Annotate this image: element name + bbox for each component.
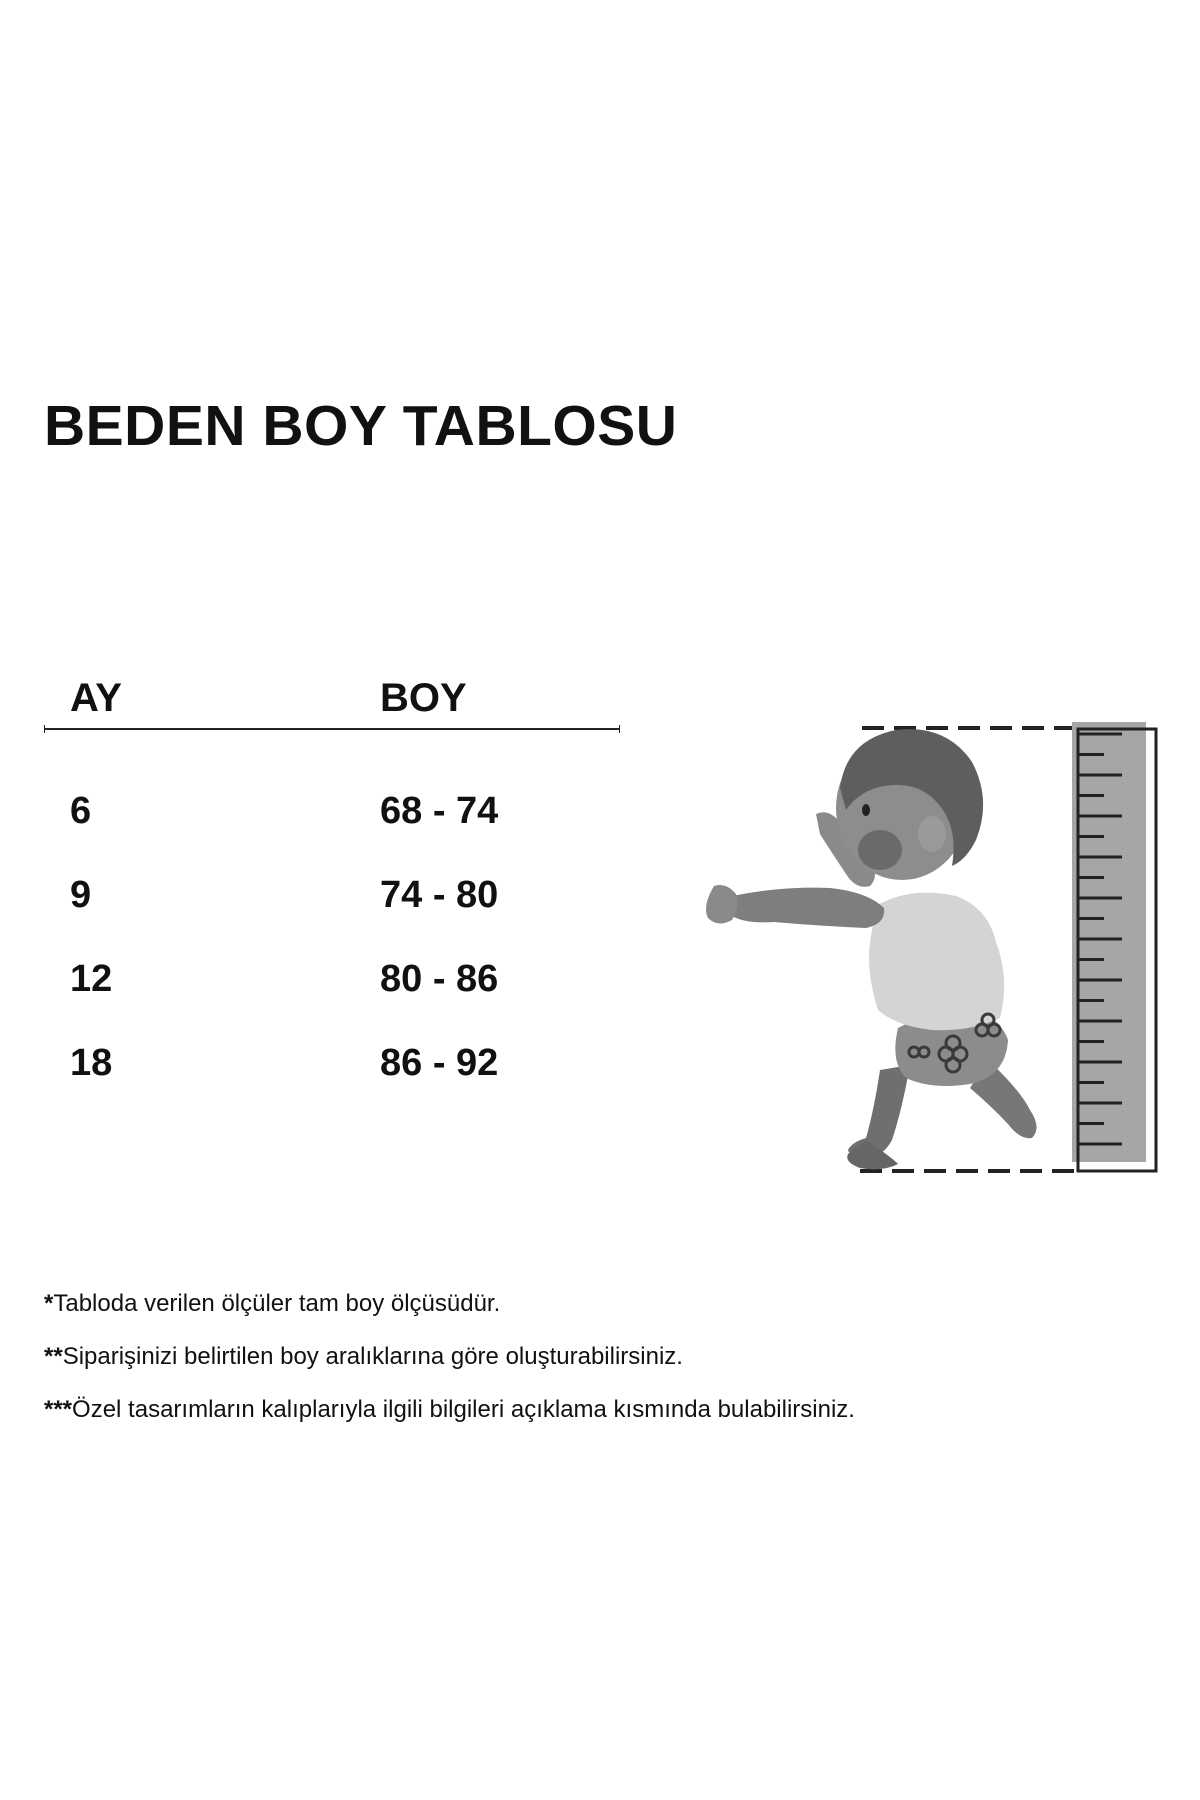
cell-month: 12 <box>70 958 113 1000</box>
footnotes <box>44 1292 1144 1451</box>
header-height: BOY <box>380 676 467 720</box>
footnote <box>44 1292 1144 1345</box>
footnote <box>44 1398 1144 1451</box>
ruler-fill <box>1072 722 1146 1162</box>
toddler-height-illustration <box>670 710 1160 1190</box>
toddler-figure <box>706 729 1037 1169</box>
table-row <box>44 1044 620 1128</box>
size-table <box>44 670 620 1084</box>
eye <box>862 804 870 816</box>
footnote-marker: *** <box>44 1396 73 1423</box>
table-body <box>44 792 620 1128</box>
front-arm <box>726 888 884 928</box>
footnote-text: Tabloda verilen ölçüler tam boy ölçüsüdür. <box>53 1290 501 1317</box>
footnote-marker: * <box>44 1290 54 1317</box>
footnote-marker: ** <box>44 1343 63 1370</box>
height-ruler <box>1072 722 1156 1171</box>
cell-height: 80 - 86 <box>380 958 499 1000</box>
table-row <box>44 876 620 960</box>
page-title: BEDEN BOY TABLOSU <box>44 394 678 458</box>
table-row <box>44 960 620 1044</box>
header-month: AY <box>70 676 122 720</box>
cell-month: 6 <box>70 790 92 832</box>
footnote-text: Özel tasarımların kalıplarıyla ilgili bilgileri açıklama kısmında bulabilirsiniz. <box>72 1396 855 1423</box>
footnote-text: Siparişinizi belirtilen boy aralıklarına göre oluşturabilirsiniz. <box>62 1343 683 1370</box>
dress <box>869 893 1004 1031</box>
cell-month: 18 <box>70 1042 113 1084</box>
cell-month: 9 <box>70 874 92 916</box>
table-row <box>44 792 620 876</box>
header-divider <box>44 728 620 730</box>
table-header <box>44 670 620 724</box>
cell-height: 68 - 74 <box>380 790 499 832</box>
front-leg <box>848 1065 910 1159</box>
front-hand <box>706 885 737 924</box>
cheek <box>858 830 902 870</box>
cell-height: 86 - 92 <box>380 1042 499 1084</box>
cell-height: 74 - 80 <box>380 874 499 916</box>
footnote <box>44 1345 1144 1398</box>
ear <box>918 816 946 852</box>
